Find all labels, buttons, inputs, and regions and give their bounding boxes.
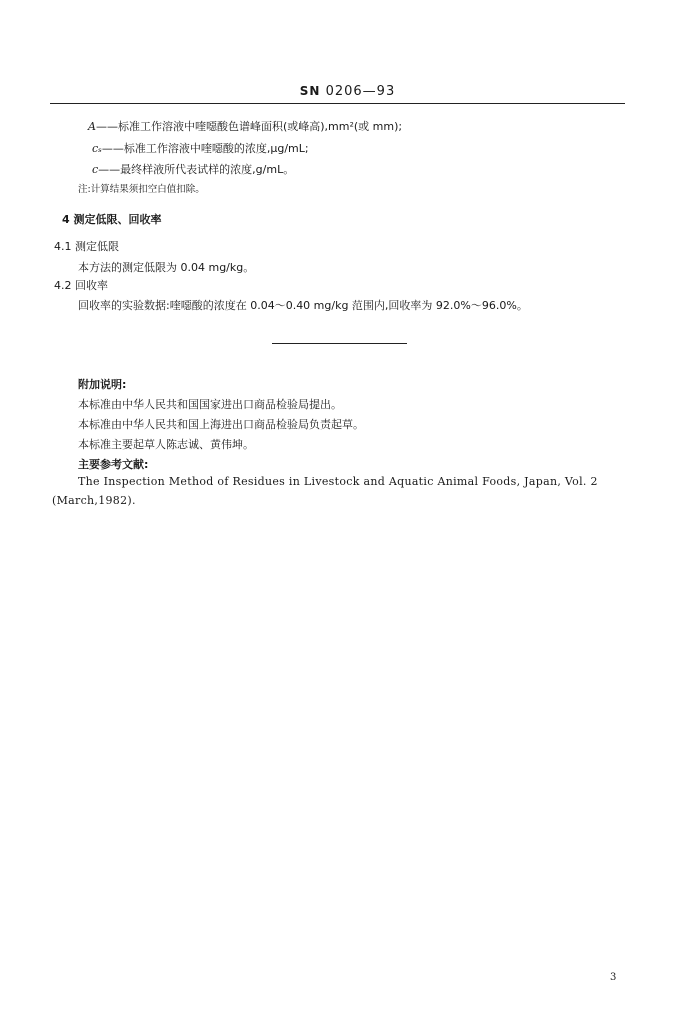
reference-line: (March,1982). bbox=[52, 494, 136, 507]
calculation-note: 注:计算结果须扣空白值扣除。 bbox=[78, 184, 205, 195]
section-4-2-body: 回收率的实验数据:喹噁酸的浓度在 0.04～0.40 mg/kg 范围内,回收率为 92.0%～96.0%。 bbox=[78, 299, 528, 312]
definition-symbol: c bbox=[92, 163, 99, 176]
section-4-1-title: 4.1 测定低限 bbox=[54, 240, 119, 253]
section-4-1-body: 本方法的测定低限为 0.04 mg/kg。 bbox=[78, 261, 255, 274]
definition-text: ——最终样液所代表试样的浓度,g/mL。 bbox=[98, 163, 295, 176]
page-number: 3 bbox=[610, 972, 617, 983]
definition-symbol: A bbox=[88, 120, 96, 133]
reference-line: The Inspection Method of Residues in Livestock and Aquatic Animal Foods, Japan, Vol. 2 bbox=[78, 475, 598, 488]
appendix-title: 附加说明: bbox=[78, 378, 127, 391]
appendix-line: 本标准由中华人民共和国国家进出口商品检验局提出。 bbox=[78, 398, 342, 411]
definition-symbol: cₛ bbox=[92, 142, 102, 155]
section-4-2-title: 4.2 回收率 bbox=[54, 279, 108, 292]
references-title: 主要参考文献: bbox=[78, 458, 149, 471]
appendix-line: 本标准由中华人民共和国上海进出口商品检验局负责起草。 bbox=[78, 418, 364, 431]
header-rule bbox=[50, 103, 625, 104]
definition-a bbox=[88, 118, 402, 134]
section-4-heading: 4 测定低限、回收率 bbox=[62, 213, 162, 226]
definition-c bbox=[92, 161, 294, 177]
appendix-line: 本标准主要起草人陈志诚、黄伟坤。 bbox=[78, 438, 254, 451]
standard-code: 0206—93 bbox=[325, 84, 396, 99]
definition-text: ——标准工作溶液中喹噁酸的浓度,μg/mL; bbox=[101, 142, 309, 155]
page-header bbox=[0, 84, 695, 99]
standard-prefix: SN bbox=[299, 84, 321, 98]
definition-cs bbox=[92, 140, 309, 156]
definition-text: ——标准工作溶液中喹噁酸色谱峰面积(或峰高),mm²(或 mm); bbox=[95, 120, 403, 133]
section-separator bbox=[272, 343, 407, 344]
